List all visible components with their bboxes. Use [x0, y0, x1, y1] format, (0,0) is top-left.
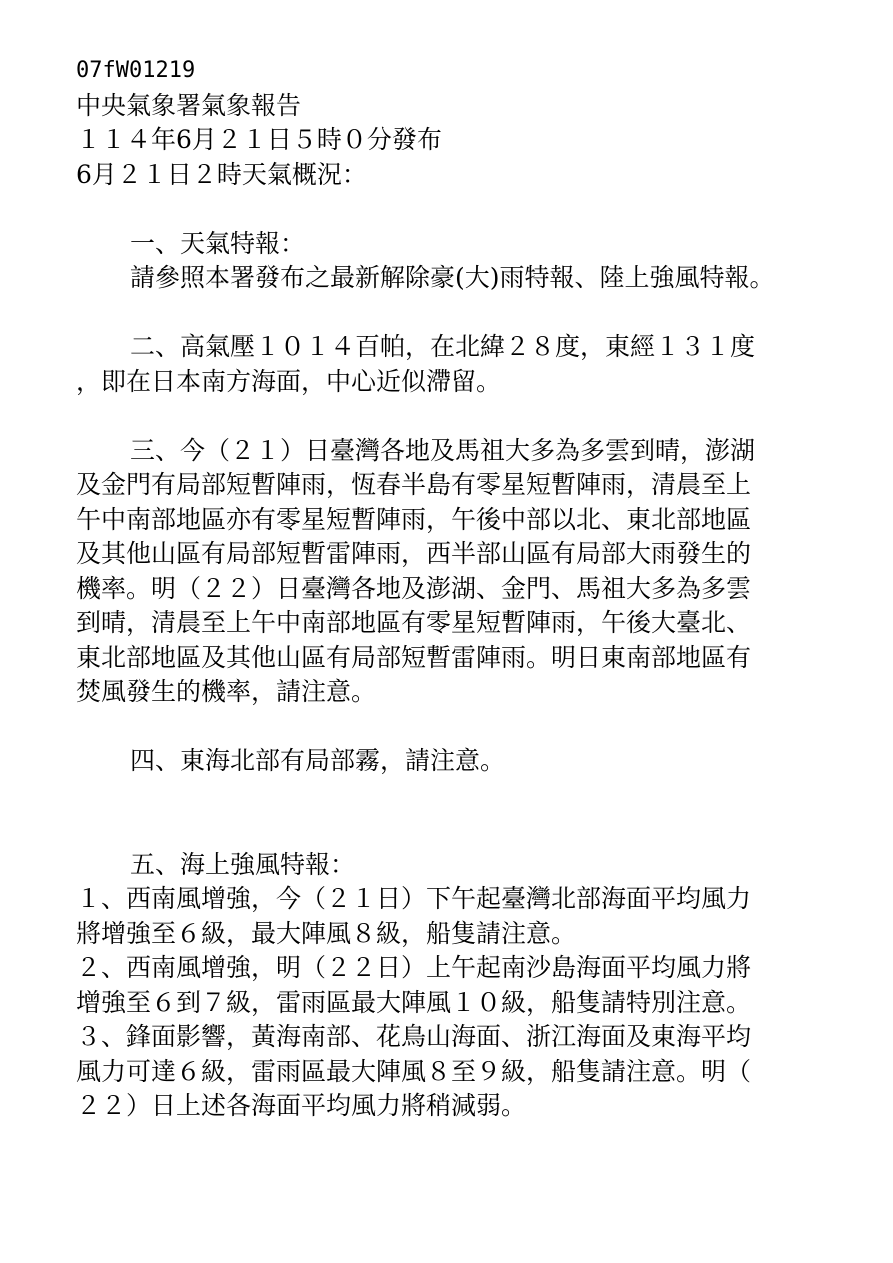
overview-title: 6月２１日２時天氣概況： [76, 159, 367, 189]
agency-title: 中央氣象署氣象報告 [76, 90, 302, 120]
weather-report-document [76, 54, 876, 1124]
section2-line: ，即在日本南方海面，中心近似滯留。 [76, 366, 502, 396]
section3-line: 到晴，清晨至上午中南部地區有零星短暫陣雨，午後大臺北、 [76, 608, 752, 637]
section3-line: 機率。明（２２）日臺灣各地及澎湖、金門、馬祖大多為多雲 [76, 573, 752, 603]
report-code: 07fW01219 [76, 58, 196, 83]
issued-time: １１４年6月２１日５時０分發布 [76, 125, 442, 154]
section5-line: 風力可達６級，雷雨區最大陣風８至９級，船隻請注意。明（ [76, 1056, 752, 1086]
section5-line: 增強至６到７級，雷雨區最大陣風１０級，船隻請特別注意。 [76, 987, 752, 1017]
section3-line: 及其他山區有局部短暫雷陣雨，西半部山區有局部大雨發生的 [76, 539, 752, 568]
section1-body: 請參照本署發布之最新解除豪(大)雨特報、陸上強風特報。 [130, 263, 775, 292]
section3-line: 三、今（２１）日臺灣各地及馬祖大多為多雲到晴，澎湖 [130, 435, 756, 465]
section4-title: 四、東海北部有局部霧，請注意。 [130, 746, 506, 775]
section5-line: 將增強至６級，最大陣風８級，船隻請注意。 [76, 918, 577, 948]
section3-line: 焚風發生的機率，請注意。 [76, 677, 377, 706]
section5-line: ３、鋒面影響，黃海南部、花鳥山海面、浙江海面及東海平均 [76, 1022, 752, 1051]
section2-line: 二、高氣壓１０１４百帕，在北緯２８度，東經１３１度 [130, 332, 756, 361]
spacer [76, 296, 876, 331]
section5-line: ２２）日上述各海面平均風力將稍減弱。 [76, 1091, 527, 1120]
section5-title: 五、海上強風特報： [130, 849, 356, 879]
section3-line: 及金門有局部短暫陣雨，恆春半島有零星短暫陣雨，清晨至上 [76, 470, 752, 499]
section5-line: １、西南風增強，今（２１日）下午起臺灣北部海面平均風力 [76, 884, 752, 913]
spacer [76, 779, 876, 848]
spacer [76, 710, 876, 745]
section3-line: 午中南部地區亦有零星短暫陣雨，午後中部以北、東北部地區 [76, 504, 752, 534]
spacer [76, 399, 876, 434]
section5-line: ２、西南風增強，明（２２日）上午起南沙島海面平均風力將 [76, 953, 752, 982]
section3-line: 東北部地區及其他山區有局部短暫雷陣雨。明日東南部地區有 [76, 642, 752, 672]
section1-title: 一、天氣特報： [130, 228, 306, 258]
spacer [76, 192, 876, 227]
